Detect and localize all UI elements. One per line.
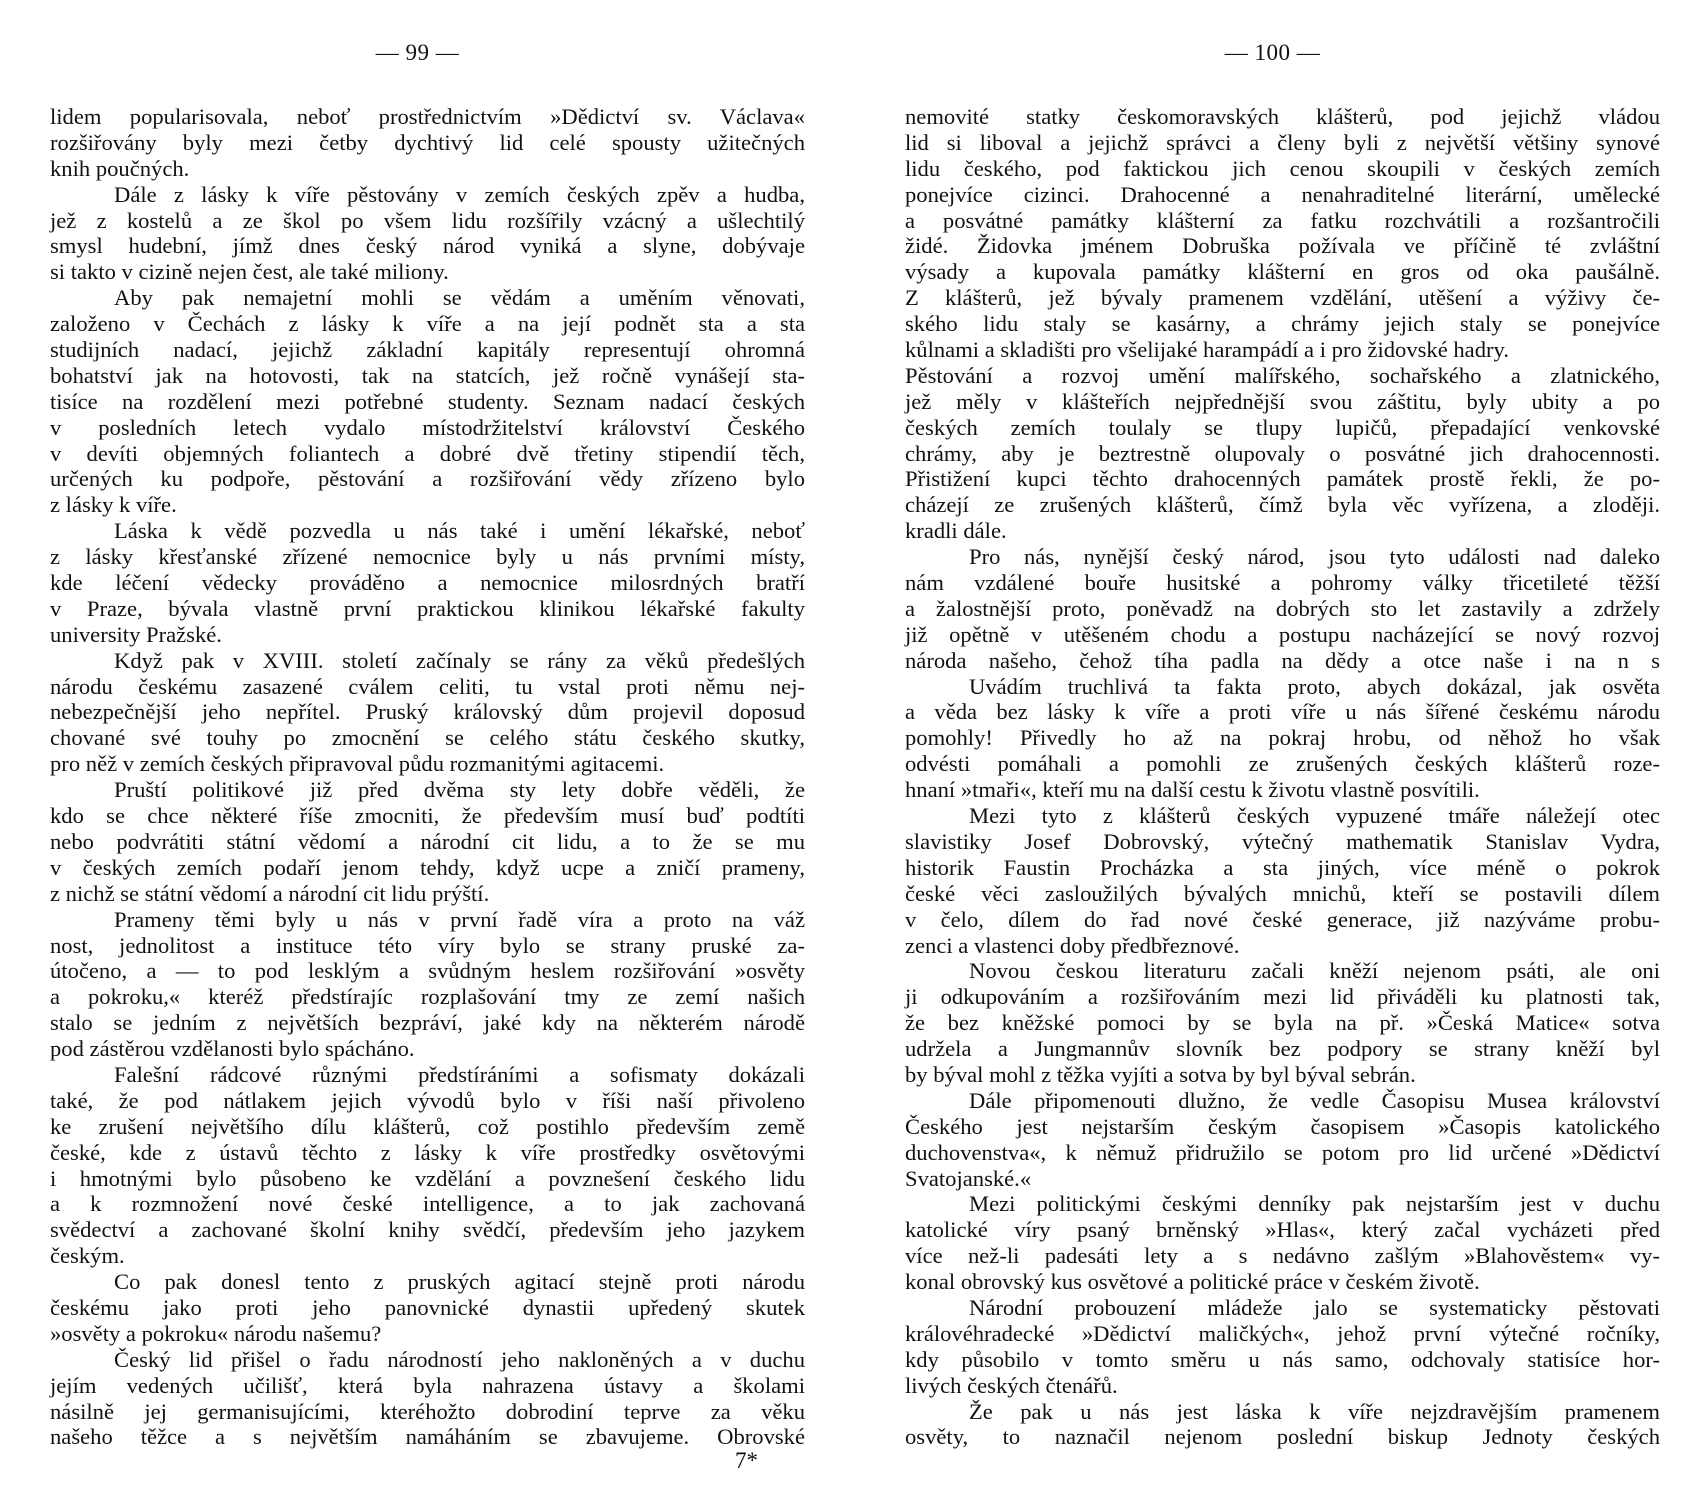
- text-line: university Pražské.: [50, 621, 222, 647]
- text-line: chované své touhy po zmocnění se celého státu českého skutky,: [50, 725, 805, 751]
- text-line: určených ku podpoře, pěstování a rozšiřování vědy zřízeno bylo: [50, 466, 805, 492]
- text-line: královéhradecké »Dědictví maličkých«, jehož první výtečné ročníky,: [905, 1320, 1660, 1346]
- text-line: a pokroku,« kteréž předstírajíc rozplašování tmy ze zemí našich: [50, 984, 805, 1010]
- text-line: a žalostnější proto, poněvadž na dobrých sto let zastavily a zdržely: [905, 595, 1660, 621]
- text-line: jež měly v klášteřích nejpřednější svou záštitu, byly ubity a po: [905, 388, 1660, 414]
- text-line: Pěstování a rozvoj umění malířského, sochařského a zlatnického,: [905, 362, 1660, 388]
- text-line: stalo se jedním z největších bezpráví, jaké kdy na některém národě: [50, 1010, 805, 1036]
- text-line: českých zemích toulaly se tlupy lupičů, přepadající venkovské: [905, 414, 1660, 440]
- text-line: jež z kostelů a ze škol po všem lidu rozšířily vzácný a ušlechtilý: [50, 207, 805, 233]
- text-line: Dále z lásky k víře pěstovány v zemích českých zpěv a hudba,: [114, 181, 805, 207]
- page-text: [905, 104, 1660, 1450]
- text-line: jejím vedených učilišť, která byla nahrazena ústavy a školami: [50, 1372, 805, 1398]
- text-line: také, že pod nátlakem jejich vývodů bylo v říši naší přivoleno: [50, 1087, 805, 1113]
- text-line: lidu českého, pod faktickou jich cenou skoupili v českých zemích: [905, 155, 1660, 181]
- text-line: Svatojanské.«: [905, 1165, 1032, 1191]
- text-line: českému jako proti jeho panovnické dynastii upředený skutek: [50, 1294, 805, 1320]
- text-line: si takto v cizině nejen čest, ale také miliony.: [50, 259, 449, 285]
- text-line: našeho těžce a s největším namáháním se zbavujeme. Obrovské: [50, 1424, 805, 1450]
- text-line: české, kde z ústavů těchto z lásky k víře prostředky osvětovými: [50, 1139, 805, 1165]
- text-line: i hmotnými bylo působeno ke vzdělání a povznešení českého lidu: [50, 1165, 805, 1191]
- text-line: české věci zasloužilých bývalých mnichů, kteří se postavili dílem: [905, 880, 1660, 906]
- text-line: Novou českou literaturu začali kněží nejenom psáti, ale oni: [969, 958, 1660, 984]
- text-line: livých českých čtenářů.: [905, 1372, 1118, 1398]
- text-line: nebezpečnější jeho nepřítel. Pruský královský dům projevil doposud: [50, 699, 805, 725]
- text-line: lidem popularisovala, neboť prostřednictvím »Dědictví sv. Václava«: [50, 104, 805, 129]
- text-line: Pro nás, nynější český národ, jsou tyto události nad daleko: [969, 544, 1660, 570]
- text-line: a posvátné památky klášterní za fatku rozchvátili a rozšantročili: [905, 207, 1660, 233]
- text-line: Z klášterů, jež bývaly pramenem vzdělání, utěšení a výživy če-: [905, 285, 1660, 311]
- text-line: ského lidu staly se kasárny, a chrámy jejich staly se ponejvíce: [905, 311, 1660, 337]
- page-text: [50, 104, 805, 1450]
- page-number: — 99 —: [375, 40, 460, 65]
- text-line: zenci a vlastenci doby předbřeznové.: [905, 932, 1240, 958]
- text-line: založeno v Čechách z lásky k víře a na její podnět sta a sta: [50, 311, 805, 337]
- text-line: odvésti pomáhali a pomohli ze zrušených českých klášterů roze-: [905, 751, 1660, 777]
- text-line: tisíce na rozdělení mezi potřebné studenty. Seznam nadací českých: [50, 388, 805, 414]
- text-line: knih poučných.: [50, 155, 190, 181]
- text-line: židé. Židovka jménem Dobruška požívala ve příčině té zvláštní: [905, 233, 1660, 259]
- text-line: a věda bez lásky k víře a proti víře u nás šířené českému národu: [905, 699, 1660, 725]
- text-line: Aby pak nemajetní mohli se vědám a uměním věnovati,: [114, 285, 805, 311]
- text-line: Láska k vědě pozvedla u nás také i umění lékařské, neboť: [114, 518, 805, 544]
- text-line: v českých zemích podaří jenom tehdy, když ucpe a zničí prameny,: [50, 854, 805, 880]
- text-line: studijních nadací, jejichž základní kapitály representují ohromná: [50, 337, 805, 363]
- text-line: duchovenstva«, k němuž přidružilo se potom pro lid určené »Dědictví: [905, 1139, 1660, 1165]
- text-line: pomohly! Přivedly ho až na pokraj hrobu, od něhož ho však: [905, 725, 1660, 751]
- text-line: slavistiky Josef Dobrovský, výtečný mathematik Stanislav Vydra,: [905, 828, 1660, 854]
- text-line: více než-li padesáti lety a s nedávno zašlým »Blahověstem« vy-: [905, 1243, 1660, 1269]
- text-line: že bez kněžské pomoci by se byla na př. »Česká Matice« sotva: [905, 1010, 1660, 1036]
- text-line: udržela a Jungmannův slovník bez podpory se strany kněží byl: [905, 1036, 1660, 1062]
- text-line: nemovité statky českomoravských klášterů, pod jejichž vládou: [905, 104, 1660, 129]
- text-line: českým.: [50, 1243, 125, 1269]
- text-line: národu českému zasazené cválem celiti, tu vstal proti němu nej-: [50, 673, 805, 699]
- text-line: cházejí ze zrušených klášterů, čímž byla věc vyřízena, a zloději.: [905, 492, 1660, 518]
- text-line: v čelo, dílem do řad nové české generace, již nazýváme probu-: [905, 906, 1660, 932]
- text-line: v Praze, bývala vlastně první praktickou klinikou lékařské fakulty: [50, 595, 805, 621]
- text-line: katolické víry psaný brněnský »Hlas«, který začal vycházeti před: [905, 1217, 1660, 1243]
- text-line: lid si liboval a jejichž správci a členy byli z největší většiny synové: [905, 129, 1660, 155]
- text-line: pod zástěrou vzdělanosti bylo spácháno.: [50, 1036, 415, 1062]
- text-line: Přistižení kupci těchto drahocenných památek prostě řekli, že po-: [905, 466, 1660, 492]
- text-line: Mezi tyto z klášterů českých vypuzené tmáře náležejí otec: [969, 803, 1660, 829]
- text-line: nám vzdálené bouře husitské a pohromy války třicetileté těžší: [905, 570, 1660, 596]
- text-line: Uvádím truchlivá ta fakta proto, abych dokázal, jak osvěta: [969, 673, 1660, 699]
- text-line: kde léčení vědecky prováděno a nemocnice milosrdných bratří: [50, 570, 805, 596]
- text-line: Když pak v XVIII. století začínaly se rány za věků předešlých: [114, 647, 805, 673]
- text-line: Pruští politikové již před dvěma sty lety dobře věděli, že: [114, 777, 805, 803]
- text-line: kradli dále.: [905, 518, 1007, 544]
- text-line: Prameny těmi byly u nás v první řadě víra a proto na váž: [114, 906, 805, 932]
- text-line: v posledních letech vydalo místodržitelství království Českého: [50, 414, 805, 440]
- text-line: osvěty, to naznačil nejenom poslední biskup Jednoty českých: [905, 1424, 1660, 1450]
- text-line: hnaní »tmaři«, kteří mu na další cestu k životu vlastně posvítili.: [905, 777, 1480, 803]
- text-line: v devíti objemných foliantech a dobré dvě třetiny stipendií těch,: [50, 440, 805, 466]
- text-line: svědectví a zachované školní knihy svědčí, především jeho jazykem: [50, 1217, 805, 1243]
- text-line: Co pak donesl tento z pruských agitací stejně proti národu: [114, 1269, 805, 1295]
- text-line: Že pak u nás jest láska k víře nejzdravějším pramenem: [969, 1398, 1660, 1424]
- text-line: z nichž se státní vědomí a národní cit lidu prýští.: [50, 880, 490, 906]
- right-page: [905, 0, 1660, 1500]
- left-page: [50, 0, 805, 1500]
- text-line: pro něž v zemích českých připravoval půdu rozmanitými agitacemi.: [50, 751, 665, 777]
- text-line: již opětně v utěšeném chodu a postupu nacházející se nový rozvoj: [905, 621, 1660, 647]
- text-line: násilně jej germanisujícími, kteréhožto dobrodiní teprve za věku: [50, 1398, 805, 1424]
- page-number: — 100 —: [1224, 40, 1321, 65]
- text-line: Českého jest nejstarším českým časopisem »Časopis katolického: [905, 1113, 1660, 1139]
- text-line: Dále připomenouti dlužno, že vedle Časopisu Musea království: [969, 1087, 1660, 1113]
- text-line: kůlnami a skladišti pro všelijaké harampádí a i pro židovské hadry.: [905, 337, 1510, 363]
- signature-mark: 7*: [735, 1448, 758, 1473]
- text-line: rozšiřovány byly mezi četby dychtivý lid celé spousty užitečných: [50, 129, 805, 155]
- text-line: Český lid přišel o řadu národností jeho nakloněných a v duchu: [114, 1346, 805, 1372]
- text-line: Falešní rádcové různými předstíráními a sofismaty dokázali: [114, 1061, 805, 1087]
- text-line: z lásky k víře.: [50, 492, 177, 518]
- text-line: bohatství jak na hotovosti, tak na statcích, jež ročně vynášejí sta-: [50, 362, 805, 388]
- text-line: Mezi politickými českými denníky pak nejstarším jest v duchu: [969, 1191, 1660, 1217]
- text-line: chrámy, aby je beztrestně olupovaly o posvátné jich drahocennosti.: [905, 440, 1660, 466]
- text-line: ponejvíce cizinci. Drahocenné a nenahraditelné literární, umělecké: [905, 181, 1660, 207]
- text-line: kdo se chce některé říše zmocniti, že především musí buď podtíti: [50, 803, 805, 829]
- text-line: z lásky křesťanské zřízené nemocnice byly u nás prvními místy,: [50, 544, 805, 570]
- text-line: kdy působilo v tomto směru u nás samo, odchovaly statisíce hor-: [905, 1346, 1660, 1372]
- text-line: »osvěty a pokroku« národu našemu?: [50, 1320, 382, 1346]
- text-line: ji odkupováním a rozšiřováním mezi lid přiváděli ku platnosti tak,: [905, 984, 1660, 1010]
- text-line: konal obrovský kus osvětové a politické práce v českém životě.: [905, 1269, 1480, 1295]
- text-line: by býval mohl z těžka vyjíti a sotva by byl býval sebrán.: [905, 1061, 1416, 1087]
- text-line: Národní probouzení mládeže jalo se systematicky pěstovati: [969, 1294, 1660, 1320]
- text-line: historik Faustin Procházka a sta jiných, více méně o pokrok: [905, 854, 1660, 880]
- text-line: smysl hudební, jímž dnes český národ vyniká a slyne, dobývaje: [50, 233, 805, 259]
- text-line: útočeno, a — to pod lesklým a svůdným heslem rozšiřování »osvěty: [50, 958, 805, 984]
- text-line: ke zrušení největšího dílu klášterů, což postihlo především země: [50, 1113, 805, 1139]
- text-line: nebo podvrátiti státní vědomí a národní cit lidu, a to že se mu: [50, 828, 805, 854]
- text-line: národa našeho, čehož tíha padla na dědy a otce naše i na n s: [905, 647, 1660, 673]
- text-line: a k rozmnožení nové české intelligence, a to jak zachovaná: [50, 1191, 805, 1217]
- text-line: nost, jednolitost a instituce této víry bylo se strany pruské za-: [50, 932, 805, 958]
- text-line: výsady a kupovala památky klášterní en gros od oka paušálně.: [905, 259, 1660, 285]
